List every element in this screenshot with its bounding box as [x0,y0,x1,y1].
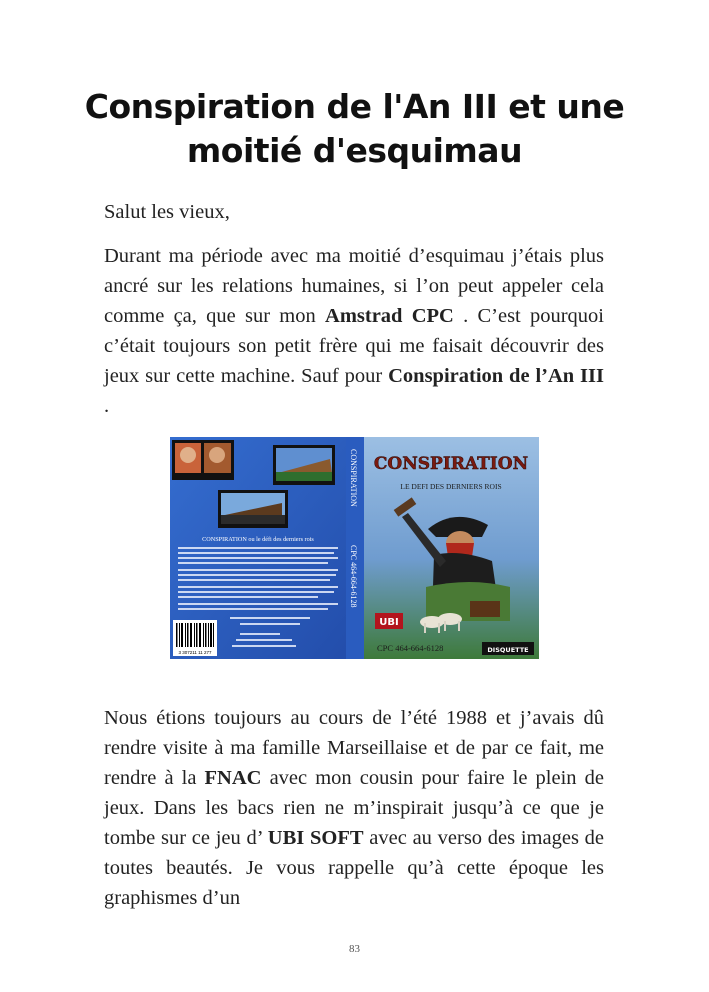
svg-text:UBI: UBI [379,617,399,628]
page-number: 83 [349,943,360,955]
bold-term-amstrad: Amstrad CPC [325,305,454,327]
paragraph-2 [104,703,604,913]
paragraph-text: avec mon cousin pour faire le plein de jeux. Dans les bacs rien ne m’inspirait jusqu’à ce que je tombe sur ce jeu d’ [104,767,604,849]
spine-title: CONSPIRATION [349,449,358,507]
back-screenshot-1 [172,440,234,480]
paragraph-1 [104,241,604,421]
publisher-logo [375,613,403,629]
paragraph-text: Nous étions toujours au cours de l’été 1988 et j’avais dû rendre visite à ma famille Marseillaise et de par ce fait, me rendre à la [104,707,604,789]
paragraph-text: . [104,395,110,417]
back-screenshot-2 [273,445,335,485]
greeting: Salut les vieux, [104,201,230,223]
back-cover-heading: CONSPIRATION ou le défi des derniers rois [202,536,314,543]
media-badge [482,642,534,655]
bold-term-fnac: FNAC [204,767,262,789]
barcode-number: 3 307211 11 277 [178,650,212,655]
svg-text:DISQUETTE: DISQUETTE [487,646,529,654]
bold-term-ubisoft: UBI SOFT [267,827,364,849]
cover-code: CPC 464-664-6128 [377,643,444,653]
back-screenshot-3 [218,490,288,528]
cover-subtitle: LE DEFI DES DERNIERS ROIS [400,482,502,491]
game-box-cover-image [170,437,539,659]
barcode [173,620,217,656]
cover-title: CONSPIRATION [373,454,529,474]
chapter-title: Conspiration de l'An III et une moitié d'esquimau [84,87,625,170]
paragraph-text: . C’est pourquoi c’était toujours son petit frère qui me faisait découvrir des jeux sur cette machine. Sauf pour [104,305,605,387]
paragraph-text: Durant ma période avec ma moitié d’esquimau j’étais plus ancré sur les relations humaines, si l’on peut appeler cela comme ça, que sur mon [104,245,604,327]
paragraph-text: avec au verso des images de toutes beautés. Je vous rappelle qu’à cette époque les graphismes d’un [104,827,605,909]
spine-code: CPC 464-664-6128 [349,545,358,608]
bold-term-game-title: Conspiration de l’An III [388,365,604,387]
